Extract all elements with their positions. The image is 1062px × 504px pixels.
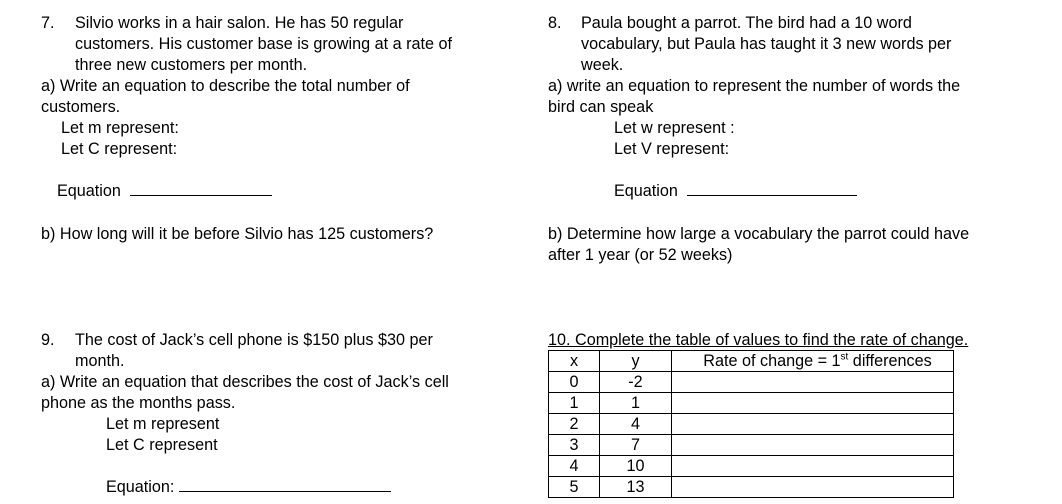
q9-text-line-2: month. <box>75 352 125 370</box>
q9-part-a-line-2: phone as the months pass. <box>41 394 236 412</box>
q9-let-m: Let m represent <box>106 415 220 433</box>
q8-part-b-line-2: after 1 year (or 52 weeks) <box>548 246 733 264</box>
cell-rate[interactable] <box>672 393 954 414</box>
cell-x: 4 <box>549 456 600 477</box>
q8-let-v: Let V represent: <box>614 140 730 158</box>
table-row <box>549 393 954 414</box>
q7-part-b: b) How long will it be before Silvio has 125 customers? <box>41 225 434 243</box>
cell-x: 0 <box>549 372 600 393</box>
cell-x: 3 <box>549 435 600 456</box>
header-rate-prefix: Rate of change = 1 <box>703 352 841 370</box>
q9-equation-label: Equation: <box>106 478 175 496</box>
cell-x: 2 <box>549 414 600 435</box>
q9-equation-blank[interactable] <box>179 477 391 492</box>
cell-x: 5 <box>549 477 600 498</box>
q7-equation-row <box>57 181 272 202</box>
cell-y: 10 <box>600 456 672 477</box>
values-table <box>548 350 954 498</box>
cell-y: 13 <box>600 477 672 498</box>
q8-text-line-1: Paula bought a parrot. The bird had a 10 word <box>581 14 912 32</box>
table-header-row <box>549 351 954 372</box>
q10-title: 10. Complete the table of values to find the rate of change. <box>548 331 969 349</box>
q9-number: 9. <box>41 331 55 349</box>
header-x: x <box>549 351 600 372</box>
q8-text-line-2: vocabulary, but Paula has taught it 3 new words per <box>581 35 952 53</box>
table-row <box>549 477 954 498</box>
q7-text-line-1: Silvio works in a hair salon. He has 50 regular <box>75 14 404 32</box>
q8-part-b-line-1: b) Determine how large a vocabulary the parrot could have <box>548 225 970 243</box>
q9-let-c: Let C represent <box>106 436 218 454</box>
q7-equation-label: Equation <box>57 182 121 200</box>
q7-number: 7. <box>41 14 55 32</box>
header-rate-sup: st <box>840 351 849 363</box>
q8-equation-row <box>614 181 857 202</box>
cell-rate[interactable] <box>672 456 954 477</box>
q8-let-w: Let w represent : <box>614 119 735 137</box>
header-rate-of-change <box>672 351 954 372</box>
cell-rate[interactable] <box>672 435 954 456</box>
q8-text-line-3: week. <box>581 56 624 74</box>
q8-part-a-line-2: bird can speak <box>548 98 654 116</box>
table-row <box>549 372 954 393</box>
q8-part-a-line-1: a) write an equation to represent the number of words the <box>548 77 961 95</box>
q7-let-c: Let C represent: <box>61 140 178 158</box>
q7-part-a-line-2: customers. <box>41 98 121 116</box>
cell-y: 1 <box>600 393 672 414</box>
q9-text-line-1: The cost of Jack’s cell phone is $150 plus $30 per <box>75 331 433 349</box>
cell-y: 4 <box>600 414 672 435</box>
q7-part-a-line-1: a) Write an equation to describe the total number of <box>41 77 410 95</box>
q9-equation-row <box>106 477 391 498</box>
q7-text-line-2: customers. His customer base is growing at a rate of <box>75 35 452 53</box>
q8-number: 8. <box>548 14 562 32</box>
q7-let-m: Let m represent: <box>61 119 179 137</box>
table-row <box>549 435 954 456</box>
q8-equation-label: Equation <box>614 182 678 200</box>
table-row <box>549 456 954 477</box>
cell-x: 1 <box>549 393 600 414</box>
q7-equation-blank[interactable] <box>130 181 272 196</box>
table-row <box>549 414 954 435</box>
header-y: y <box>600 351 672 372</box>
q9-part-a-line-1: a) Write an equation that describes the cost of Jack’s cell <box>41 373 449 391</box>
cell-y: -2 <box>600 372 672 393</box>
cell-rate[interactable] <box>672 372 954 393</box>
cell-y: 7 <box>600 435 672 456</box>
cell-rate[interactable] <box>672 477 954 498</box>
cell-rate[interactable] <box>672 414 954 435</box>
q8-equation-blank[interactable] <box>687 181 857 196</box>
header-rate-suffix: differences <box>848 352 932 370</box>
q7-text-line-3: three new customers per month. <box>75 56 308 74</box>
